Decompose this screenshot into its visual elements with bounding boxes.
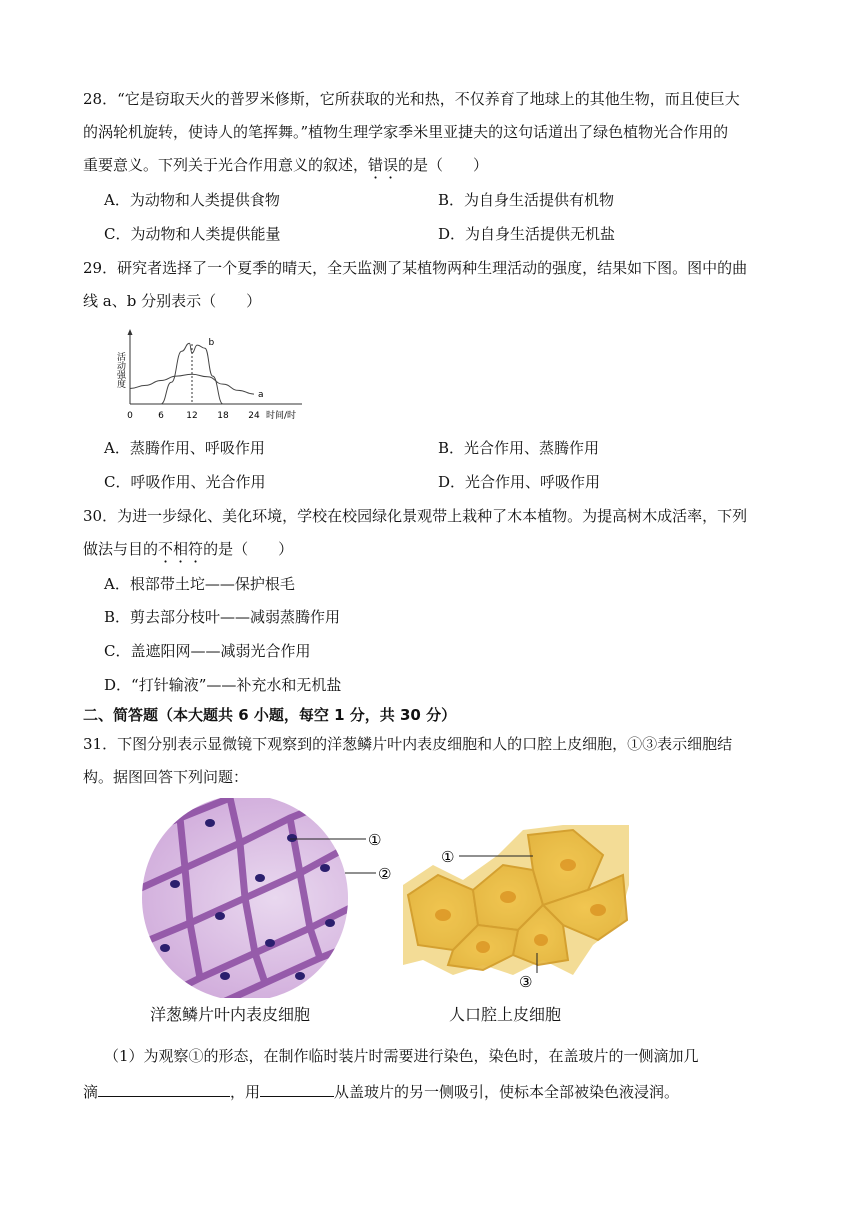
answer-blank-2[interactable] <box>260 1080 334 1097</box>
x-tick-label: 6 <box>158 411 164 421</box>
q31-sub1-a: 滴 <box>83 1083 99 1101</box>
q31-sub1-line2 <box>83 1080 679 1103</box>
label-3: ③ <box>519 973 533 991</box>
q30-line1: 30．为进一步绿化、美化环境，学校在校园绿化景观带上栽种了木本植物。为提高树木成活率，下列 <box>83 507 748 525</box>
curve-a-label: a <box>258 390 264 401</box>
x-tick-labels <box>127 411 260 421</box>
x-tick-label: 18 <box>217 411 229 421</box>
x-tick-label: 12 <box>186 411 198 421</box>
y-axis-label: 活动强度 <box>115 352 125 388</box>
cheek-cell-micrograph <box>403 825 629 995</box>
q30-emph2: 相 <box>173 540 189 558</box>
q29-option-c[interactable]: C．呼吸作用、光合作用 <box>104 473 266 491</box>
q28-option-c[interactable]: C．为动物和人类提供能量 <box>104 225 281 243</box>
q31-sub1-c: 从盖玻片的另一侧吸引，使标本全部被染色液浸润。 <box>334 1083 680 1101</box>
q30-emph1: 不 <box>158 540 174 558</box>
q28-line3 <box>83 154 488 176</box>
label-1-left: ① <box>368 831 382 849</box>
q31-sub1-line1: （1）为观察①的形态，在制作临时装片时需要进行染色，染色时，在盖玻片的一侧滴加几 <box>104 1047 699 1065</box>
left-caption: 洋葱鳞片叶内表皮细胞 <box>150 1005 311 1024</box>
q29-chart <box>112 326 312 424</box>
q28-line1: 28．“它是窃取天火的普罗米修斯，它所获取的光和热，不仅养育了地球上的其他生物，而且使巨大 <box>83 90 740 108</box>
q30-emph3: 符 <box>188 540 204 558</box>
q28-option-d[interactable]: D．为自身生活提供无机盐 <box>438 225 616 243</box>
q29-line1: 29．研究者选择了一个夏季的晴天，全天监测了某植物两种生理活动的强度，结果如下图。图中的曲 <box>83 259 748 277</box>
q29-option-a[interactable]: A．蒸腾作用、呼吸作用 <box>104 439 265 457</box>
q28-option-b[interactable]: B．为自身生活提供有机物 <box>438 191 615 209</box>
x-tick-label: 0 <box>127 411 133 421</box>
q28-emph2: 误 <box>383 156 399 174</box>
x-axis-label: 时间/时 <box>266 411 297 421</box>
label-2: ② <box>378 865 392 883</box>
q30-option-d[interactable]: D．“打针输液”——补充水和无机盐 <box>104 676 342 694</box>
label-1-right: ① <box>441 848 455 866</box>
q29-line2: 线 a、b 分别表示（ ） <box>83 292 262 310</box>
q29-option-b[interactable]: B．光合作用、蒸腾作用 <box>438 439 600 457</box>
q30-line2-pre: 做法与目的 <box>83 540 159 558</box>
onion-cell-micrograph <box>140 798 410 998</box>
q30-option-a[interactable]: A．根部带土坨——保护根毛 <box>104 575 295 593</box>
q28-option-a[interactable]: A．为动物和人类提供食物 <box>104 191 280 209</box>
curve-b-label: b <box>208 337 215 348</box>
q28-line3-post: 的是（ ） <box>398 156 489 174</box>
q29-option-d[interactable]: D．光合作用、呼吸作用 <box>438 473 601 491</box>
q30-line2-post: 的是（ ） <box>203 540 294 558</box>
q28-emph1: 错 <box>368 156 384 174</box>
section-title: 二、简答题（本大题共 6 小题，每空 1 分，共 30 分） <box>83 706 457 724</box>
q30-line2 <box>83 538 293 560</box>
q28-line2: 的涡轮机旋转，使诗人的笔挥舞。”植物生理学家季米里亚捷夫的这句话道出了绿色植物光合作用的 <box>83 123 729 141</box>
q31-line1: 31．下图分别表示显微镜下观察到的洋葱鳞片叶内表皮细胞和人的口腔上皮细胞，①③表示细胞结 <box>83 735 733 753</box>
q30-option-c[interactable]: C．盖遮阳网——减弱光合作用 <box>104 642 311 660</box>
x-tick-label: 24 <box>248 411 260 421</box>
q28-line3-pre: 重要意义。下列关于光合作用意义的叙述， <box>83 156 369 174</box>
answer-blank-1[interactable] <box>98 1080 230 1097</box>
q30-option-b[interactable]: B．剪去部分枝叶——减弱蒸腾作用 <box>104 608 341 626</box>
y-axis-arrow <box>128 329 133 335</box>
q31-sub1-b: ，用 <box>230 1083 261 1101</box>
q31-line2: 构。据图回答下列问题： <box>83 768 249 786</box>
right-caption: 人口腔上皮细胞 <box>449 1005 562 1024</box>
